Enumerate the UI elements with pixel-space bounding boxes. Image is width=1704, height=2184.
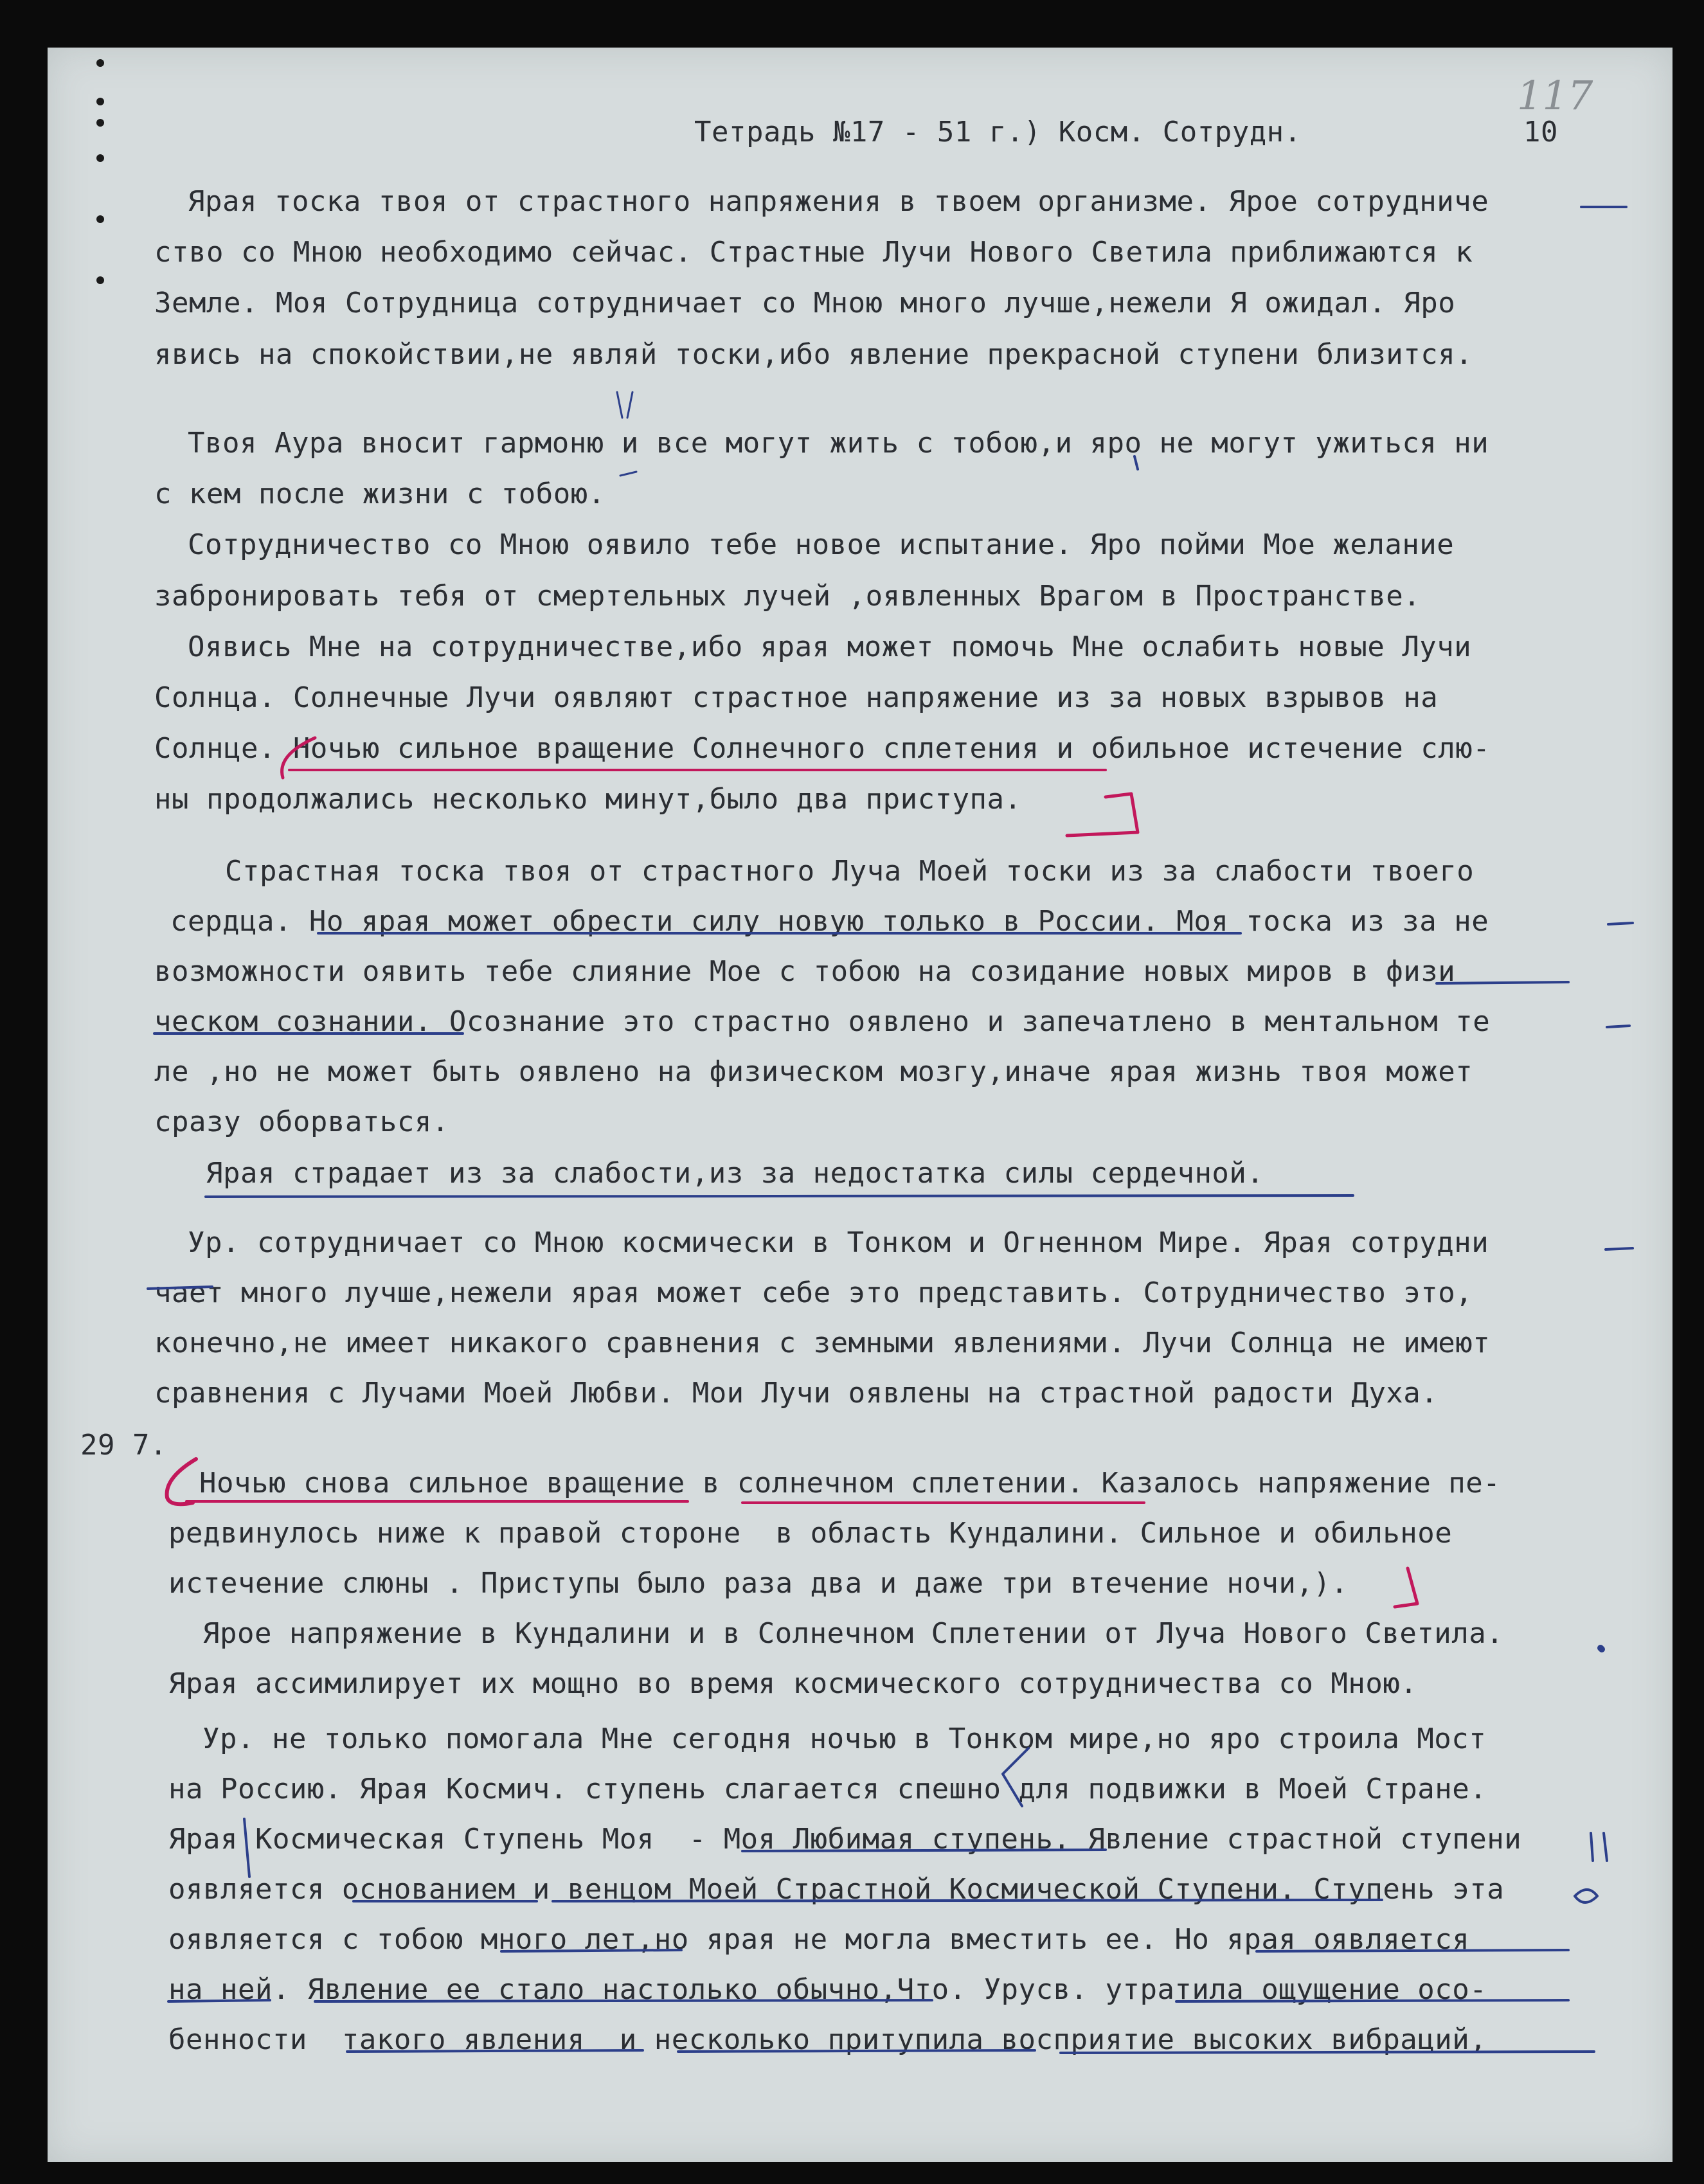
text-line: Солнце. Ночью сильное вращение Солнечного сплетения и обильное истечение слю- xyxy=(154,732,1491,765)
text-line: Твоя Аура вносит гармоню и все могут жить с тобою,и яро не могут ужиться ни xyxy=(188,427,1489,460)
page-header-title: Тетрадь №17 - 51 г.) Косм. Сотрудн. xyxy=(694,116,1302,148)
text-line: явись на спокойствии,не являй тоски,ибо явление прекрасной ступени близится. xyxy=(154,338,1473,371)
page-header-number: 10 xyxy=(1523,116,1558,148)
text-line: бенности такого явления и несколько притупила восприятие высоких вибраций, xyxy=(168,2023,1487,2056)
text-line: чает много лучше,нежели ярая может себе это представить. Сотрудничество это, xyxy=(154,1276,1473,1309)
text-line: сердца. Но ярая может обрести силу новую только в России. Моя тоска из за не xyxy=(170,905,1489,938)
text-line: истечение слюны . Приступы было раза два и даже три втечение ночи,). xyxy=(168,1567,1349,1600)
binding-hole xyxy=(96,154,104,162)
text-line: с кем после жизни с тобою. xyxy=(154,478,605,510)
text-line: на ней. Явление ее стало настолько обычно,Что. Урусв. утратила ощущение осо- xyxy=(168,1973,1487,2006)
text-line: Сотрудничество со Мною оявило тебе новое испытание. Яро пойми Мое желание xyxy=(188,528,1455,561)
text-line: Страстная тоска твоя от страстного Луча Моей тоски из за слабости твоего xyxy=(225,855,1475,888)
text-line: сразу оборваться. xyxy=(154,1105,449,1138)
text-line: Ярая страдает из за слабости,из за недостатка силы сердечной. xyxy=(206,1157,1264,1190)
text-line: Ур. сотрудничает со Мною космически в Тонком и Огненном Мире. Ярая сотрудни xyxy=(188,1226,1489,1259)
binding-hole xyxy=(96,276,104,284)
text-line: Солнца. Солнечные Лучи оявляют страстное напряжение из за новых взрывов на xyxy=(154,681,1439,714)
binding-hole xyxy=(96,119,104,127)
text-line: Земле. Моя Сотрудница сотрудничает со Мною много лучше,нежели Я ожидал. Яро xyxy=(154,287,1456,319)
text-line: ле ,но не может быть оявлено на физическом мозгу,иначе ярая жизнь твоя может xyxy=(154,1055,1473,1088)
text-line: забронировать тебя от смертельных лучей ,оявленных Врагом в Пространстве. xyxy=(154,580,1421,613)
date-mark: 29 7. xyxy=(80,1429,167,1462)
text-line: оявляется основанием и венцом Моей Страстной Космической Ступени. Ступень эта xyxy=(168,1873,1505,1906)
text-line: Ярое напряжение в Кундалини и в Солнечном Сплетении от Луча Нового Светила. xyxy=(202,1617,1504,1650)
text-line: Ярая Космическая Ступень Моя - Моя Любимая ступень. Явление страстной ступени xyxy=(168,1823,1522,1856)
text-line: Ярая ассимилирует их мощно во время космического сотрудничества со Мною. xyxy=(168,1667,1418,1700)
text-line: оявляется с тобою много лет,но ярая не могла вместить ее. Но ярая оявляется xyxy=(168,1923,1470,1956)
text-line: на Россию. Ярая Космич. ступень слагается спешно для подвижки в Моей Стране. xyxy=(168,1773,1487,1805)
text-line: Ярая тоска твоя от страстного напряжения в твоем организме. Ярое сотрудниче xyxy=(188,185,1489,218)
text-line: возможности оявить тебе слияние Мое с тобою на созидание новых миров в физи xyxy=(154,955,1456,988)
binding-hole xyxy=(96,98,104,105)
text-line: сравнения с Лучами Моей Любви. Мои Лучи оявлены на страстной радости Духа. xyxy=(154,1377,1439,1410)
text-line: ческом сознании. Осознание это страстно оявлено и запечатлено в ментальном те xyxy=(154,1005,1491,1038)
archive-page-number: 117 xyxy=(1517,72,1593,119)
binding-hole xyxy=(96,215,104,223)
text-line: ство со Мною необходимо сейчас. Страстные Лучи Нового Светила приближаются к xyxy=(154,236,1473,269)
text-line: конечно,не имеет никакого сравнения с земными явлениями. Лучи Солнца не имеют xyxy=(154,1327,1491,1359)
text-line: Оявись Мне на сотрудничестве,ибо ярая может помочь Мне ослабить новые Лучи xyxy=(188,631,1472,663)
text-line: Ночью снова сильное вращение в солнечном сплетении. Казалось напряжение пе- xyxy=(199,1467,1501,1499)
text-line: Ур. не только помогала Мне сегодня ночью в Тонком мире,но яро строила Мост xyxy=(202,1723,1487,1755)
text-line: редвинулось ниже к правой стороне в область Кундалини. Сильное и обильное xyxy=(168,1517,1453,1550)
binding-hole xyxy=(96,59,104,67)
text-line: ны продолжались несколько минут,было два приступа. xyxy=(154,783,1022,816)
